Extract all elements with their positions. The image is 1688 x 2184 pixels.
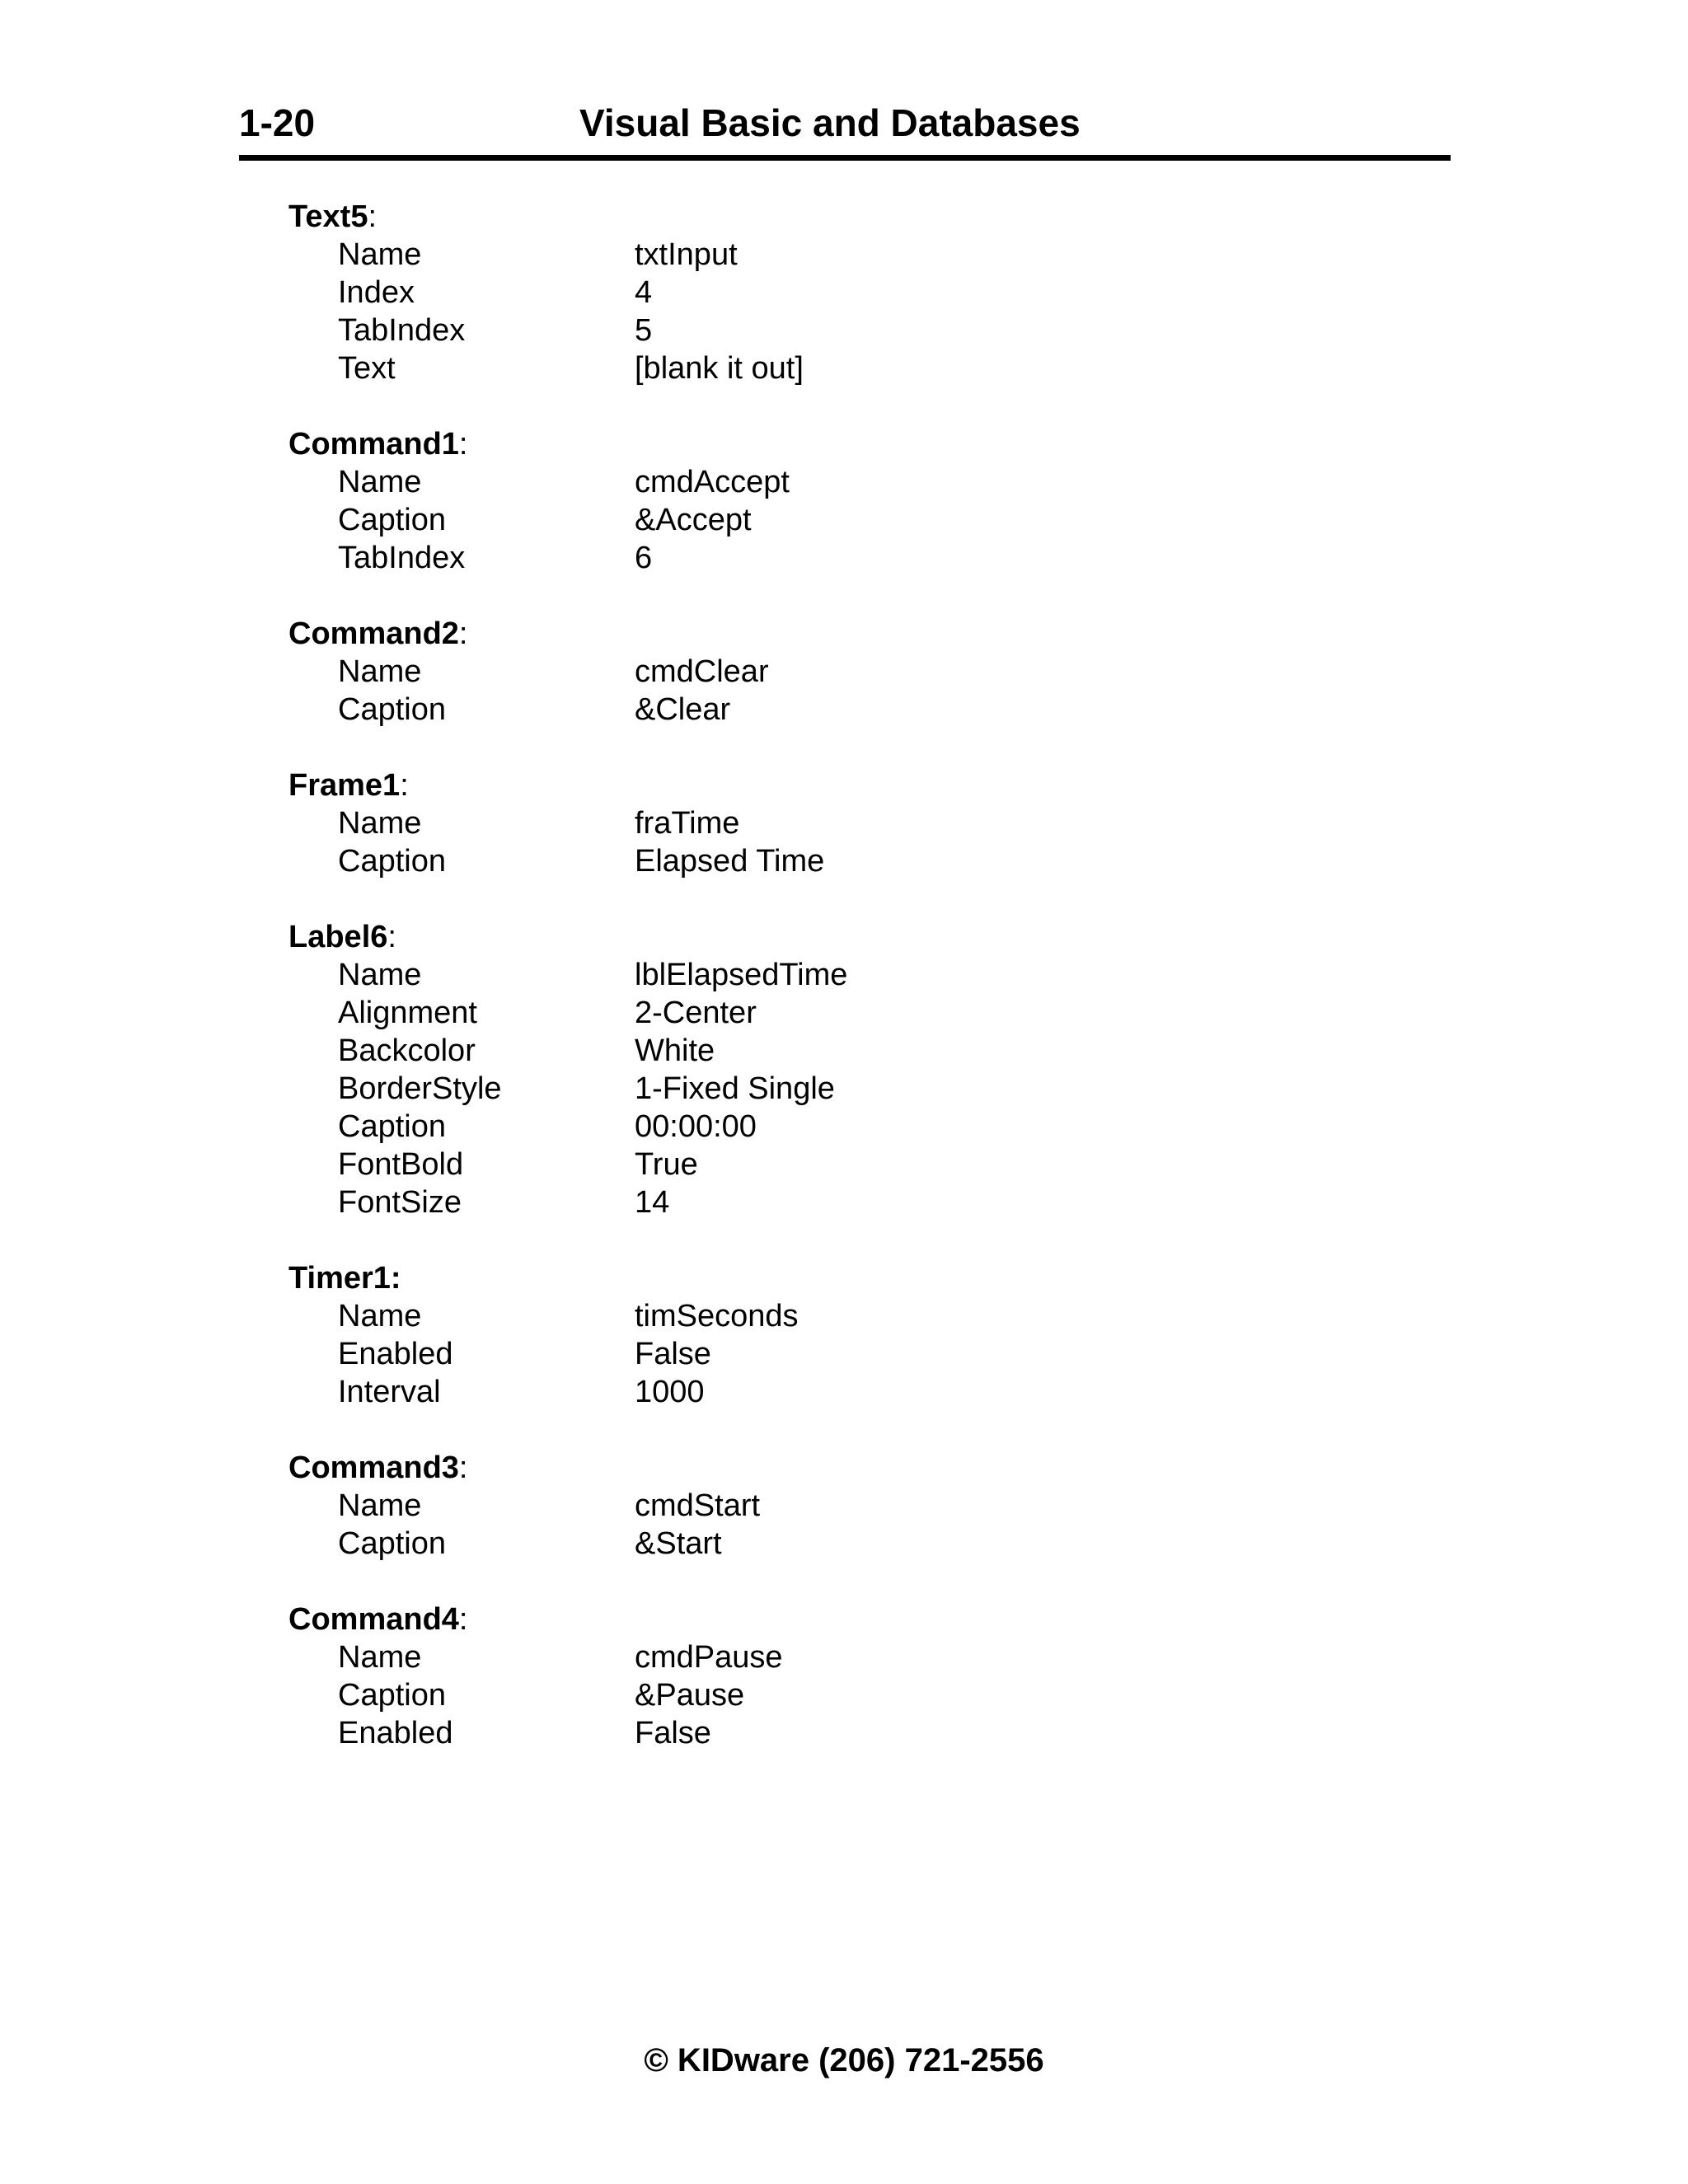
property-value: &Start xyxy=(635,1526,722,1561)
property-row xyxy=(288,349,1360,387)
property-row xyxy=(288,653,1360,691)
property-name: Caption xyxy=(338,1526,446,1561)
control-title xyxy=(288,1449,1360,1487)
property-value: 00:00:00 xyxy=(635,1109,757,1144)
control-block-command2 xyxy=(288,615,1360,729)
copyright-footer: © KIDware (206) 721-2556 xyxy=(644,2042,1044,2079)
property-name: TabIndex xyxy=(338,541,466,575)
property-value: &Pause xyxy=(635,1678,745,1713)
control-title-colon: : xyxy=(458,616,468,651)
control-title xyxy=(288,615,1360,653)
property-name: Name xyxy=(338,958,422,992)
control-name: Frame1 xyxy=(288,768,401,803)
property-row xyxy=(288,1487,1360,1525)
property-value: &Accept xyxy=(635,503,752,537)
property-row xyxy=(288,1108,1360,1146)
property-listing xyxy=(288,198,1360,1790)
property-value: cmdPause xyxy=(635,1640,783,1675)
property-name: Name xyxy=(338,1640,422,1675)
property-name: Caption xyxy=(338,1109,446,1144)
control-block-command4 xyxy=(288,1601,1360,1752)
property-value: 5 xyxy=(635,313,653,348)
control-title xyxy=(288,425,1360,463)
property-name: Alignment xyxy=(338,996,477,1030)
property-value: 4 xyxy=(635,275,653,310)
property-value: False xyxy=(635,1716,711,1750)
control-block-frame1 xyxy=(288,766,1360,880)
property-value: lblElapsedTime xyxy=(635,958,848,992)
property-name: Caption xyxy=(338,503,446,537)
property-row xyxy=(288,1638,1360,1676)
property-value: cmdStart xyxy=(635,1488,761,1523)
property-row xyxy=(288,1676,1360,1714)
property-name: Name xyxy=(338,237,422,272)
property-row xyxy=(288,1183,1360,1221)
control-name: Command3 xyxy=(288,1451,459,1485)
property-row xyxy=(288,1335,1360,1373)
property-row xyxy=(288,501,1360,539)
property-row xyxy=(288,1373,1360,1411)
control-name: Timer1: xyxy=(288,1261,401,1296)
book-title: Visual Basic and Databases xyxy=(579,101,1081,144)
property-row xyxy=(288,1297,1360,1335)
control-title-colon: : xyxy=(458,427,468,462)
property-row xyxy=(288,1032,1360,1070)
property-name: Caption xyxy=(338,844,446,879)
control-title xyxy=(288,766,1360,804)
property-value: 6 xyxy=(635,541,653,575)
control-title-colon: : xyxy=(368,199,377,234)
property-value: cmdAccept xyxy=(635,465,790,499)
property-name: BorderStyle xyxy=(338,1071,502,1106)
property-row xyxy=(288,1525,1360,1563)
property-name: Index xyxy=(338,275,415,310)
control-name: Text5 xyxy=(288,199,368,234)
property-value: Elapsed Time xyxy=(635,844,825,879)
property-name: Enabled xyxy=(338,1337,453,1371)
control-title-colon: : xyxy=(458,1451,468,1485)
control-name: Command4 xyxy=(288,1602,459,1637)
control-title-colon: : xyxy=(400,768,409,803)
property-name: Name xyxy=(338,1299,422,1333)
control-block-timer1 xyxy=(288,1259,1360,1411)
property-row xyxy=(288,1070,1360,1108)
property-row xyxy=(288,994,1360,1032)
control-block-command3 xyxy=(288,1449,1360,1563)
property-name: Caption xyxy=(338,692,446,727)
property-value: 14 xyxy=(635,1185,670,1220)
property-name: Caption xyxy=(338,1678,446,1713)
property-row xyxy=(288,539,1360,577)
page-number: 1-20 xyxy=(239,101,316,144)
property-row xyxy=(288,312,1360,349)
page-header xyxy=(239,97,1451,148)
control-title xyxy=(288,198,1360,236)
property-value: [blank it out] xyxy=(635,351,804,386)
property-name: Name xyxy=(338,806,422,841)
property-value: 1000 xyxy=(635,1375,705,1409)
control-title xyxy=(288,918,1360,956)
property-value: 1-Fixed Single xyxy=(635,1071,835,1106)
property-value: fraTime xyxy=(635,806,740,841)
property-name: Name xyxy=(338,654,422,689)
property-value: timSeconds xyxy=(635,1299,799,1333)
property-row xyxy=(288,236,1360,274)
control-name: Command1 xyxy=(288,427,459,462)
property-name: Name xyxy=(338,465,422,499)
property-name: Interval xyxy=(338,1375,441,1409)
property-value: txtInput xyxy=(635,237,738,272)
property-row xyxy=(288,804,1360,842)
control-title xyxy=(288,1601,1360,1638)
property-row xyxy=(288,956,1360,994)
control-title xyxy=(288,1259,1360,1297)
property-value: False xyxy=(635,1337,711,1371)
control-title-colon: : xyxy=(458,1602,468,1637)
control-name: Label6 xyxy=(288,920,388,954)
control-name: Command2 xyxy=(288,616,459,651)
property-row xyxy=(288,691,1360,729)
property-row xyxy=(288,463,1360,501)
property-name: Backcolor xyxy=(338,1033,476,1068)
header-divider xyxy=(239,155,1451,161)
property-row xyxy=(288,842,1360,880)
property-name: Enabled xyxy=(338,1716,453,1750)
property-name: Name xyxy=(338,1488,422,1523)
property-row xyxy=(288,1714,1360,1752)
control-title-colon: : xyxy=(387,920,396,954)
control-block-label6 xyxy=(288,918,1360,1221)
property-name: TabIndex xyxy=(338,313,466,348)
property-name: Text xyxy=(338,351,396,386)
property-value: White xyxy=(635,1033,715,1068)
control-block-command1 xyxy=(288,425,1360,577)
control-block-text5 xyxy=(288,198,1360,387)
property-value: True xyxy=(635,1147,698,1182)
property-value: &Clear xyxy=(635,692,731,727)
property-value: 2-Center xyxy=(635,996,757,1030)
property-row xyxy=(288,1146,1360,1183)
property-row xyxy=(288,274,1360,312)
property-name: FontBold xyxy=(338,1147,464,1182)
property-name: FontSize xyxy=(338,1185,462,1220)
property-value: cmdClear xyxy=(635,654,769,689)
